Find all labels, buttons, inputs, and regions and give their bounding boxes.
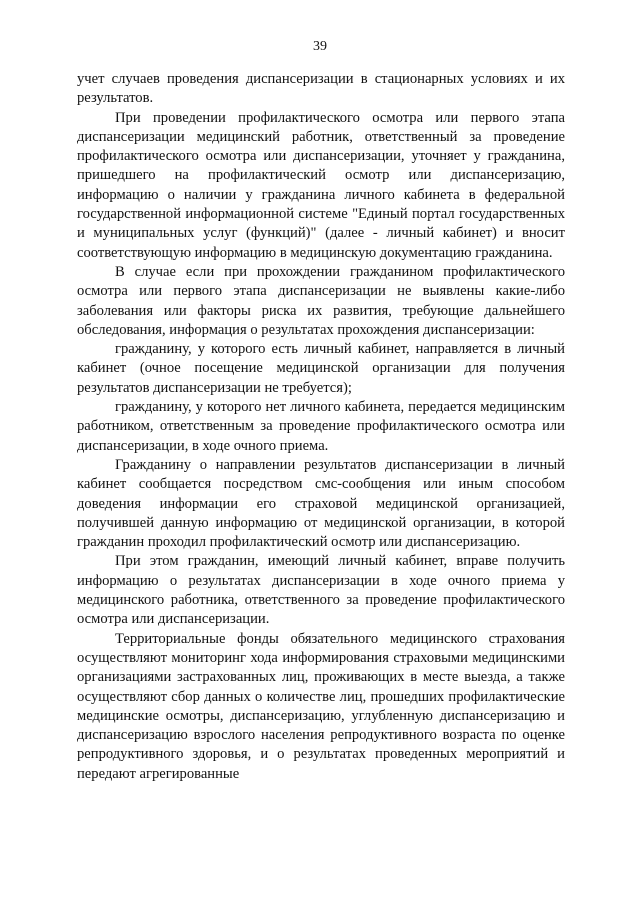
document-body <box>77 70 565 784</box>
paragraph-no-disease-found: В случае если при прохождении гражданином профилактического осмотра или первого этапа диспансеризации не выявлены какие-либо заболевания или факторы риска их развития, требующие дальнейшего обследования, информация о результатах прохождения диспансеризации: <box>77 263 565 338</box>
paragraph-territorial-funds: Территориальные фонды обязательного медицинского страхования осуществляют мониторинг хода информирования страховыми медицинскими организациями застрахованных лиц, проживающих в месте выезда, а также осуществляют сбор данных о количестве лиц, прошедших профилактические медицинские осмотры, диспансеризацию, углубленную диспансеризацию и диспансеризацию взрослого населения репродуктивного возраста по оценке репродуктивного здоровья, и о результатах проведенных мероприятий и передают агрегированные <box>77 630 565 782</box>
paragraph-sms-notification: Гражданину о направлении результатов диспансеризации в личный кабинет сообщается посредством смс-сообщения или иным способом доведения информации его страховой медицинской организацией, получившей данную информацию от медицинской организации, в которой гражданин проходил профилактический осмотр или диспансеризацию. <box>77 456 565 551</box>
paragraph-in-person-results: При этом гражданин, имеющий личный кабинет, вправе получить информацию о результатах диспансеризации в ходе очного приема у медицинского работника, ответственного за проведение профилактического осмотра или диспансеризации. <box>77 553 565 628</box>
paragraph-with-personal-account: гражданину, у которого есть личный кабинет, направляется в личный кабинет (очное посещение медицинской организации для получения результатов диспансеризации не требуется); <box>77 341 565 396</box>
paragraph-continuation: учет случаев проведения диспансеризации в стационарных условиях и их результатов. <box>77 71 565 107</box>
paragraph-without-personal-account: гражданину, у которого нет личного кабинета, передается медицинским работником, ответственным за проведение профилактического осмотра или диспансеризации, в ходе очного приема. <box>77 399 565 454</box>
page-number: 39 <box>313 39 327 54</box>
paragraph-personal-account-check: При проведении профилактического осмотра или первого этапа диспансеризации медицинский работник, ответственный за проведение профилактического осмотра или диспансеризации, уточняет у гражданина, пришедшего на профилактический осмотр или диспансеризацию, информацию о наличии у гражданина личного кабинета в федеральной государственной информационной системе "Единый портал государственных и муниципальных услуг (функций)" (далее - личный кабинет) и вносит соответствующую информацию в медицинскую документацию гражданина. <box>77 109 565 261</box>
